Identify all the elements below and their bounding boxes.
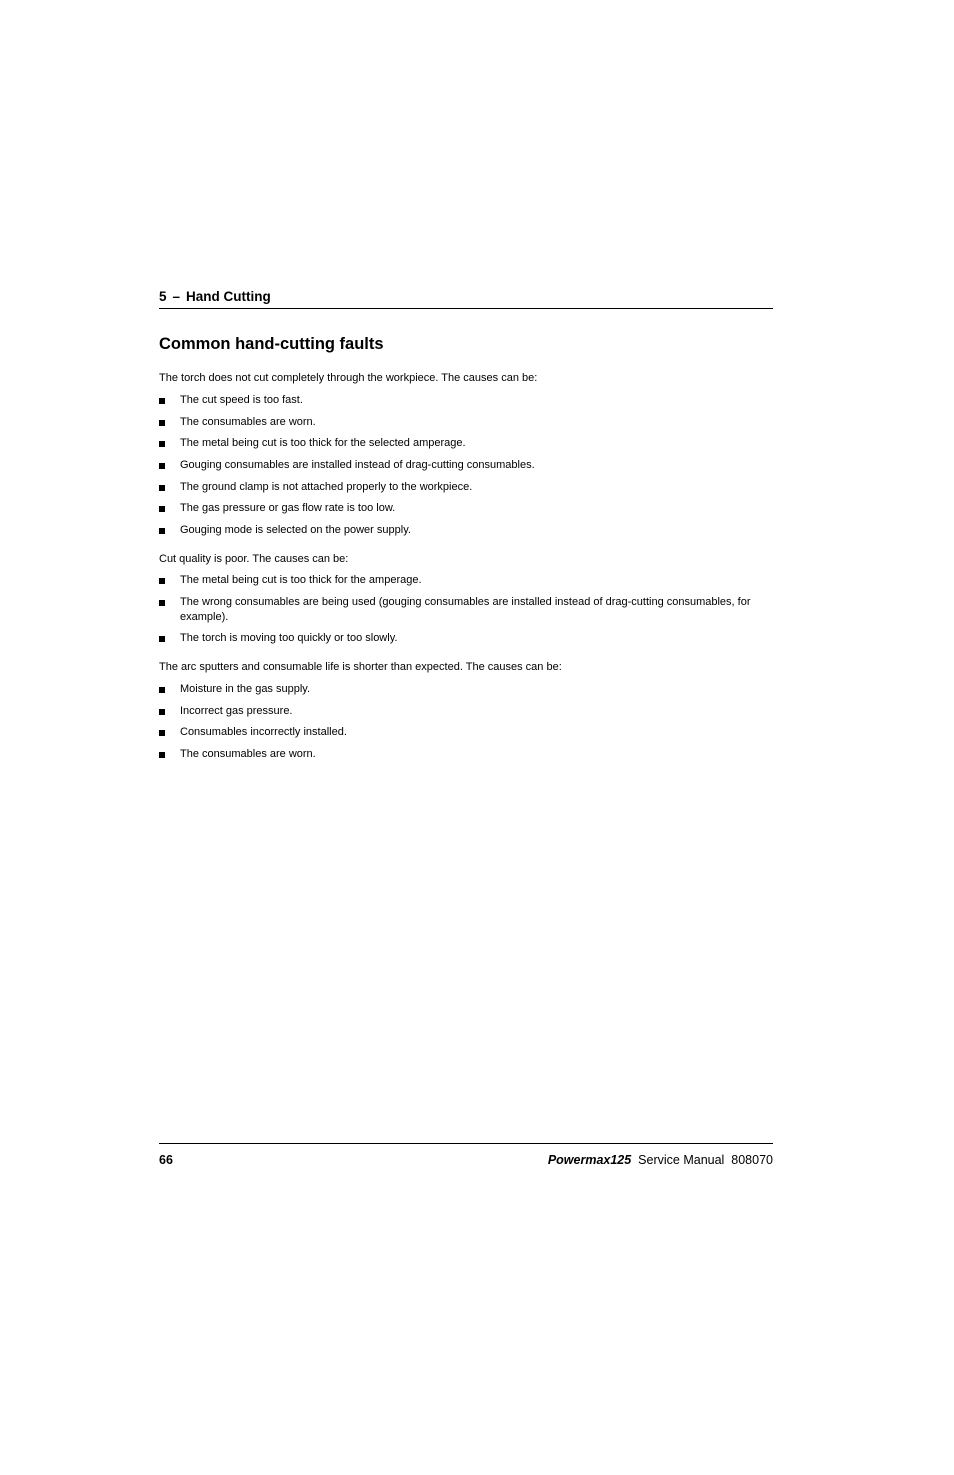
square-bullet-icon <box>159 600 165 606</box>
square-bullet-icon <box>159 578 165 584</box>
list-item-text: Incorrect gas pressure. <box>180 704 293 717</box>
square-bullet-icon <box>159 709 165 715</box>
square-bullet-icon <box>159 420 165 426</box>
square-bullet-icon <box>159 441 165 447</box>
list-item <box>159 523 773 538</box>
group-2-list <box>159 573 773 653</box>
list-item <box>159 747 773 762</box>
list-item <box>159 682 773 697</box>
list-item-text: Gouging consumables are installed instead of drag-cutting consumables. <box>180 459 535 472</box>
list-item-text: The consumables are worn. <box>180 748 316 761</box>
group-2-intro: Cut quality is poor. The causes can be: <box>159 553 349 565</box>
list-item-text: Consumables incorrectly installed. <box>180 726 347 739</box>
group-1-intro: The torch does not cut completely through the workpiece. The causes can be: <box>159 372 538 384</box>
list-item <box>159 458 773 473</box>
list-item <box>159 415 773 430</box>
list-item-text: The wrong consumables are being used (gouging consumables are installed instead of drag-cutting consumables, for example). <box>180 595 751 623</box>
group-1-list <box>159 393 773 545</box>
list-item <box>159 595 773 625</box>
list-item-text: The metal being cut is too thick for the amperage. <box>180 574 422 586</box>
group-3-list <box>159 682 773 769</box>
running-header <box>159 288 773 309</box>
square-bullet-icon <box>159 752 165 758</box>
square-bullet-icon <box>159 730 165 736</box>
footer-divider <box>159 1143 773 1144</box>
list-item-text: Moisture in the gas supply. <box>180 683 311 695</box>
chapter-title: Hand Cutting <box>186 289 271 304</box>
part-number: 808070 <box>731 1153 773 1167</box>
list-item <box>159 704 773 719</box>
square-bullet-icon <box>159 687 165 693</box>
list-item <box>159 631 773 646</box>
document-identifier <box>548 1152 773 1168</box>
product-name: Powermax125 <box>547 1153 632 1167</box>
list-item <box>159 573 773 588</box>
square-bullet-icon <box>159 463 165 469</box>
list-item-text: Gouging mode is selected on the power supply. <box>180 524 411 537</box>
list-item-text: The cut speed is too fast. <box>180 394 303 406</box>
group-3-intro: The arc sputters and consumable life is shorter than expected. The causes can be: <box>159 661 562 673</box>
square-bullet-icon <box>159 398 165 404</box>
list-item-text: The metal being cut is too thick for the selected amperage. <box>180 437 466 450</box>
chapter-separator: – <box>172 289 181 304</box>
list-item-text: The gas pressure or gas flow rate is too low. <box>180 502 396 515</box>
list-item <box>159 480 773 495</box>
square-bullet-icon <box>159 506 165 512</box>
list-item <box>159 725 773 740</box>
list-item-text: The consumables are worn. <box>180 415 316 428</box>
list-item-text: The torch is moving too quickly or too slowly. <box>180 632 398 645</box>
square-bullet-icon <box>159 485 165 491</box>
page-number: 66 <box>159 1153 173 1167</box>
chapter-number: 5 <box>159 289 167 304</box>
square-bullet-icon <box>159 528 165 534</box>
section-title: Common hand-cutting faults <box>159 335 384 353</box>
list-item <box>159 501 773 516</box>
list-item <box>159 393 773 408</box>
manual-type: Service Manual <box>638 1153 725 1167</box>
list-item <box>159 436 773 451</box>
list-item-text: The ground clamp is not attached properly to the workpiece. <box>180 480 473 493</box>
square-bullet-icon <box>159 636 165 642</box>
